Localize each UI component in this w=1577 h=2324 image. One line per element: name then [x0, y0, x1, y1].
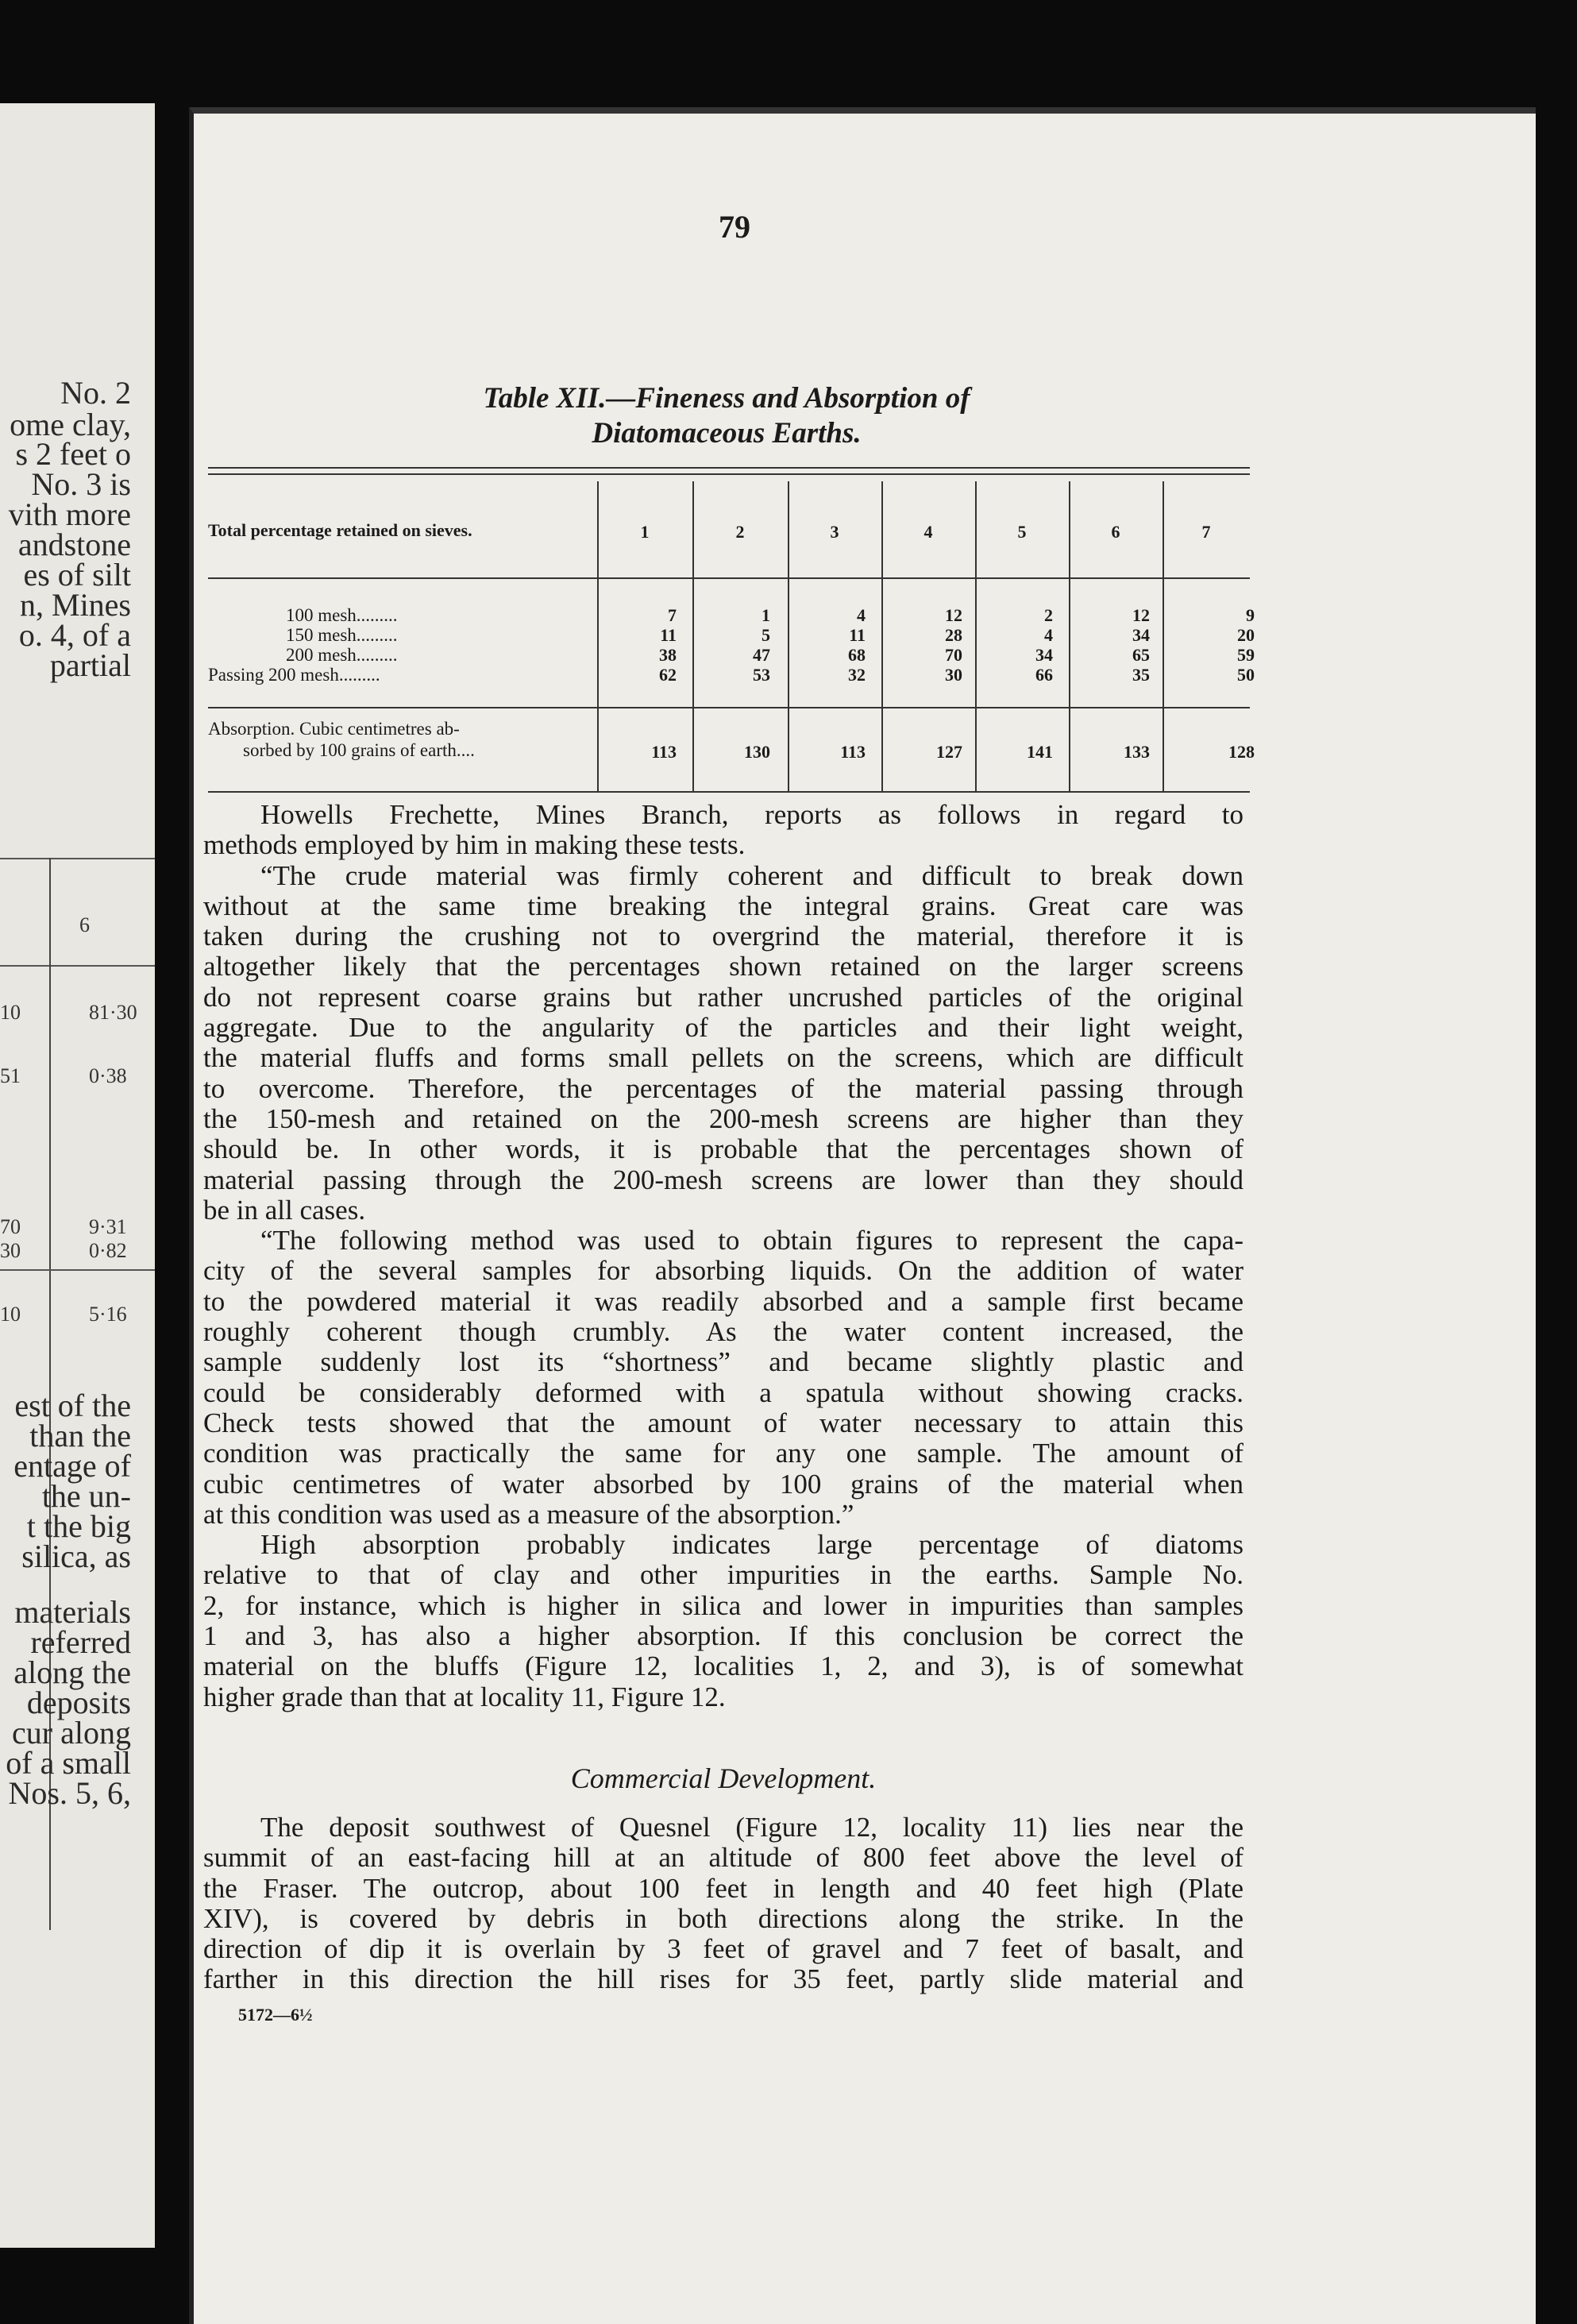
text-line: be in all cases.	[203, 1195, 366, 1226]
text-line: methods employed by him in making these tests.	[203, 830, 746, 861]
table-cell: 28	[945, 625, 962, 645]
left-text-line: ome clay,	[10, 407, 131, 442]
table-cell: 47	[753, 645, 770, 665]
table-cell: 7	[668, 605, 677, 625]
table-cell: 9	[1246, 605, 1255, 625]
text-line: at this condition was used as a measure of the absorption.”	[203, 1499, 854, 1530]
table-title-line: Table XII.—Fineness and Absorption of	[483, 382, 970, 415]
absorption-value: 141	[1027, 742, 1053, 762]
text-line: the Fraser. The outcrop, about 100 feet in length and 40 feet high (Plate	[203, 1873, 1243, 1904]
table-cell: 12	[1132, 605, 1150, 625]
left-table-cell: 10	[0, 1001, 21, 1024]
section-heading: Commercial Development.	[570, 1762, 877, 1794]
text-line: 1 and 3, has also a higher absorption. If this conclusion be correct the	[203, 1621, 1243, 1652]
left-table-cell: 5·16	[89, 1303, 127, 1326]
left-text-line: the un-	[41, 1478, 131, 1514]
table-column-head: 3	[830, 522, 839, 542]
table-row-label: 100 mesh.........	[286, 605, 398, 625]
table-cell: 11	[660, 625, 677, 645]
table-cell: 4	[857, 605, 866, 625]
table-cell: 1	[762, 605, 770, 625]
left-text-line: n, Mines	[20, 587, 131, 623]
text-line: to overcome. Therefore, the percentages of the material passing through	[203, 1073, 1243, 1104]
text-line: altogether likely that the percentages shown retained on the larger screens	[203, 952, 1243, 982]
absorption-value: 113	[651, 742, 677, 762]
text-line: cubic centimetres of water absorbed by 100 grains of the material when	[203, 1469, 1243, 1500]
text-line: higher grade than that at locality 11, Figure 12.	[203, 1681, 726, 1712]
table-cell: 66	[1035, 665, 1053, 685]
table-rule-bottom	[208, 791, 1250, 793]
absorption-value: 127	[936, 742, 962, 762]
left-text-line: No. 2	[60, 375, 131, 411]
text-line: roughly coherent though crumbly. As the water content increased, the	[203, 1317, 1243, 1348]
table-column-head: 2	[735, 522, 745, 542]
table-cell: 68	[848, 645, 866, 665]
left-table-rule	[0, 965, 155, 967]
absorption-value: 113	[840, 742, 866, 762]
absorption-label: sorbed by 100 grains of earth....	[243, 740, 475, 760]
left-text-line: s 2 feet o	[15, 436, 131, 472]
text-line: direction of dip it is overlain by 3 feet of gravel and 7 feet of basalt, and	[203, 1934, 1243, 1965]
table-cell: 50	[1237, 665, 1255, 685]
table-cell: 2	[1044, 605, 1053, 625]
text-line: “The following method was used to obtain figures to represent the capa-	[260, 1226, 1243, 1257]
table-column-head: 4	[923, 522, 933, 542]
left-text-line: vith more	[8, 496, 131, 532]
table-row-label: 150 mesh.........	[286, 625, 398, 645]
text-line: sample suddenly lost its “shortness” and became slightly plastic and	[203, 1347, 1243, 1378]
table-column-head: 1	[640, 522, 650, 542]
table-cell: 65	[1132, 645, 1150, 665]
absorption-value: 128	[1228, 742, 1255, 762]
absorption-label: Absorption. Cubic centimetres ab-	[208, 719, 460, 739]
text-line: farther in this direction the hill rises for 35 feet, partly slide material and	[203, 1964, 1243, 1995]
text-line: summit of an east-facing hill at an altitude of 800 feet above the level of	[203, 1843, 1243, 1874]
left-text-line: cur along	[12, 1715, 131, 1751]
text-line: High absorption probably indicates large percentage of diatoms	[260, 1530, 1243, 1561]
left-table-cell: 0·82	[89, 1239, 127, 1262]
text-line: Howells Frechette, Mines Branch, reports as follows in regard to	[260, 800, 1243, 830]
left-table-cell: 30	[0, 1239, 21, 1262]
left-table-cell: 81·30	[89, 1001, 137, 1024]
table-column-head: 6	[1111, 522, 1120, 542]
table-cell: 35	[1132, 665, 1150, 685]
table-cell: 34	[1132, 625, 1150, 645]
text-line: 2, for instance, which is higher in silica and lower in impurities than samples	[203, 1590, 1243, 1621]
table-cell: 62	[659, 665, 677, 685]
table-cell: 20	[1237, 625, 1255, 645]
text-line: Check tests showed that the amount of water necessary to attain this	[203, 1407, 1243, 1438]
table-column-head: 7	[1201, 522, 1211, 542]
absorption-value: 133	[1124, 742, 1150, 762]
left-text-line: referred	[30, 1624, 131, 1660]
table-cell: 38	[659, 645, 677, 665]
table-cell: 4	[1044, 625, 1053, 645]
left-text-line: No. 3 is	[31, 466, 131, 502]
text-line: material on the bluffs (Figure 12, localities 1, 2, and 3), is of somewhat	[203, 1651, 1243, 1682]
body-text	[203, 800, 1243, 1712]
table-rule-header	[208, 577, 1250, 579]
left-table-cell: 9·31	[89, 1215, 127, 1238]
left-text-line: t the big	[26, 1508, 131, 1544]
left-text-line: along the	[13, 1654, 131, 1690]
left-table-cell: 0·38	[89, 1064, 127, 1087]
left-text-line: Nos. 5, 6,	[8, 1775, 131, 1811]
text-line: could be considerably deformed with a spatula without showing cracks.	[203, 1377, 1243, 1408]
left-table-cell: 10	[0, 1303, 21, 1326]
text-line: material passing through the 200-mesh screens are lower than they should	[203, 1164, 1243, 1195]
table-title	[214, 381, 1239, 451]
table-cell: 53	[753, 665, 770, 685]
text-line: the material fluffs and forms small pellets on the screens, which are difficult	[203, 1043, 1243, 1074]
table-row-label: Passing 200 mesh.........	[208, 665, 380, 685]
left-text-line: es of silt	[23, 557, 131, 593]
left-table-cell: 51	[0, 1064, 21, 1087]
table-cell: 59	[1237, 645, 1255, 665]
left-text-line: o. 4, of a	[18, 617, 131, 653]
table-cell: 34	[1035, 645, 1053, 665]
left-text-line: entage of	[13, 1448, 131, 1484]
left-text-line: partial	[49, 647, 131, 683]
left-table-rule	[0, 858, 155, 859]
text-line: relative to that of clay and other impurities in the earths. Sample No.	[203, 1560, 1243, 1591]
table-header-label: Total percentage retained on sieves.	[208, 520, 472, 540]
text-line: should be. In other words, it is probable that the percentages shown of	[203, 1134, 1243, 1165]
text-line: “The crude material was firmly coherent and difficult to break down	[260, 860, 1243, 891]
text-line: to the powdered material it was readily absorbed and a sample first became	[203, 1286, 1243, 1317]
left-page-fragment	[0, 103, 155, 2248]
text-line: without at the same time breaking the integral grains. Great care was	[203, 890, 1243, 921]
page-number: 79	[719, 209, 750, 245]
table-rule-top	[208, 467, 1250, 469]
table-cell: 32	[848, 665, 866, 685]
absorption-value: 130	[744, 742, 770, 762]
left-table-cell: 70	[0, 1215, 21, 1238]
table-rule-row	[208, 707, 1250, 708]
left-table-head: 6	[79, 913, 90, 936]
left-text-line: than the	[29, 1418, 131, 1453]
text-line: taken during the crushing not to overgrind the material, therefore it is	[203, 921, 1243, 952]
table-cell: 12	[945, 605, 962, 625]
left-text-line: silica, as	[21, 1538, 131, 1574]
text-line: city of the several samples for absorbing liquids. On the addition of water	[203, 1256, 1243, 1287]
left-text-line: of a small	[6, 1745, 131, 1781]
text-line: do not represent coarse grains but rather uncrushed particles of the original	[203, 982, 1243, 1013]
print-code: 5172—6½	[238, 2005, 313, 2025]
text-line: condition was practically the same for any one sample. The amount of	[203, 1438, 1243, 1469]
table-cell: 70	[945, 645, 962, 665]
text-line: the 150-mesh and retained on the 200-mesh screens are higher than they	[203, 1103, 1243, 1134]
left-text-line: andstone	[17, 527, 131, 562]
table-cell: 5	[762, 625, 770, 645]
left-text-line: est of the	[14, 1388, 131, 1423]
table-title-line: Diatomaceous Earths.	[592, 417, 862, 450]
table-cell: 11	[849, 625, 866, 645]
table-column-head: 5	[1017, 522, 1027, 542]
left-text-line: materials	[14, 1594, 131, 1630]
left-table-rule	[0, 1269, 155, 1271]
text-line: aggregate. Due to the angularity of the particles and their light weight,	[203, 1013, 1243, 1044]
text-line: The deposit southwest of Quesnel (Figure 12, locality 11) lies near the	[260, 1812, 1243, 1843]
left-text-line: deposits	[26, 1685, 131, 1720]
body-text-commercial	[203, 1812, 1243, 1995]
table-row-label: 200 mesh.........	[286, 645, 398, 665]
table-rule-top	[208, 473, 1250, 475]
text-line: XIV), is covered by debris in both directions along the strike. In the	[203, 1903, 1243, 1934]
table-cell: 30	[945, 665, 962, 685]
